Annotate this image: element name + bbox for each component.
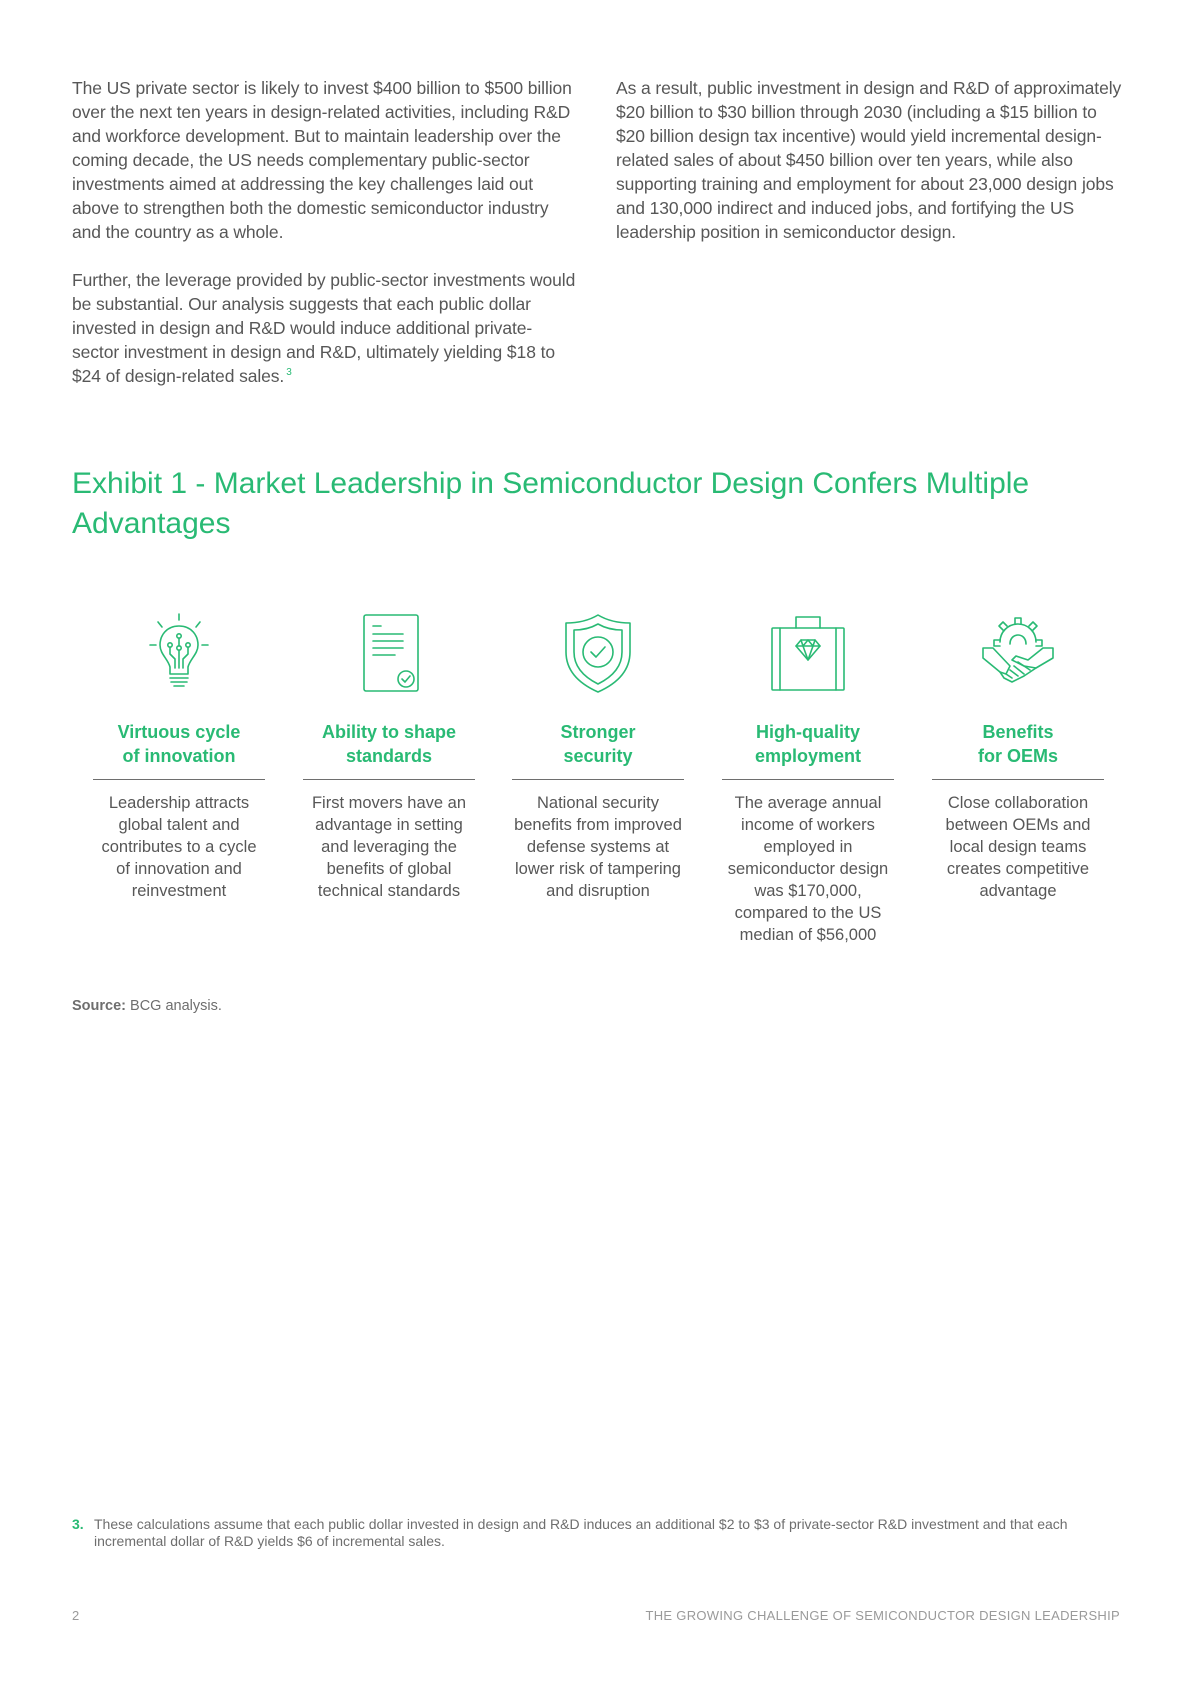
feature-standards [303,612,475,902]
feature-title: Stronger security [512,720,684,780]
footnote-number: 3. [72,1516,84,1532]
document-check-icon [303,612,475,702]
feature-description: The average annual income of workers employed in semiconductor design was $170,000, compared to the US median of $56,000 [727,794,889,944]
exhibit-features [93,612,1105,942]
source-note [72,998,222,1014]
feature-title: Benefits for OEMs [932,720,1104,780]
feature-title: High-quality employment [722,720,894,780]
body-right-column [616,76,1122,268]
feature-description: First movers have an advantage in setting and leveraging the benefits of global technical standards [311,794,467,900]
footnote [72,1516,1132,1550]
feature-description: Leadership attracts global talent and contributes to a cycle of innovation and reinvestment [101,794,257,900]
feature-employment [722,612,894,946]
feature-oems [932,612,1104,902]
source-text: BCG analysis. [130,998,222,1014]
body-paragraph-2-text: Further, the leverage provided by public-sector investments would be substantial. Our analysis suggests that each public dollar invested in design and R&D would induce additional private-sector investment in design and R&D, ultimately yielding $18 to $24 of design-related sales. [72,270,576,386]
source-label: Source: [72,998,126,1014]
feature-title: Ability to shape standards [303,720,475,780]
footnote-text: These calculations assume that each public dollar invested in design and R&D induces an additional $2 to $3 of private-sector R&D investment and that each incremental dollar of R&D yields $6 of incremental sales. [94,1516,1068,1549]
feature-title: Virtuous cycle of innovation [93,720,265,780]
footnote-reference[interactable]: 3 [286,367,292,379]
exhibit-title: Exhibit 1 - Market Leadership in Semiconductor Design Confers Multiple Advantages [72,467,1030,540]
body-paragraph-1: The US private sector is likely to invest $400 billion to $500 billion over the next ten years in design-related activities, including R&D and workforce development. But to maintain leadership over the coming decade, the US needs complementary public-sector investments aimed at addressing the key challenges laid out above to strengthen both the domestic semiconductor industry and the country as a whole. [72,78,572,242]
feature-description: Close collaboration between OEMs and local design teams creates competitive advantage [945,794,1091,900]
feature-innovation [93,612,265,902]
running-title: THE GROWING CHALLENGE OF SEMICONDUCTOR DESIGN LEADERSHIP [645,1608,1120,1623]
page-number: 2 [72,1608,80,1623]
briefcase-diamond-icon [722,612,894,702]
body-left-column [72,76,578,412]
body-paragraph-3: As a result, public investment in design and R&D of approximately $20 billion to $30 billion through 2030 (including a $15 billion to $20 billion design tax incentive) would yield incremental design-related sales of about $450 billion over ten years, while also supporting training and employment for about 23,000 design jobs and 130,000 indirect and induced jobs, and fortifying the US leadership position in semiconductor design. [616,78,1122,242]
gear-handshake-icon [932,612,1104,702]
shield-check-icon [512,612,684,702]
feature-description: National security benefits from improved defense systems at lower risk of tampering and disruption [514,794,682,900]
lightbulb-circuit-icon [93,612,265,702]
body-paragraph-2 [72,268,578,388]
feature-security [512,612,684,902]
